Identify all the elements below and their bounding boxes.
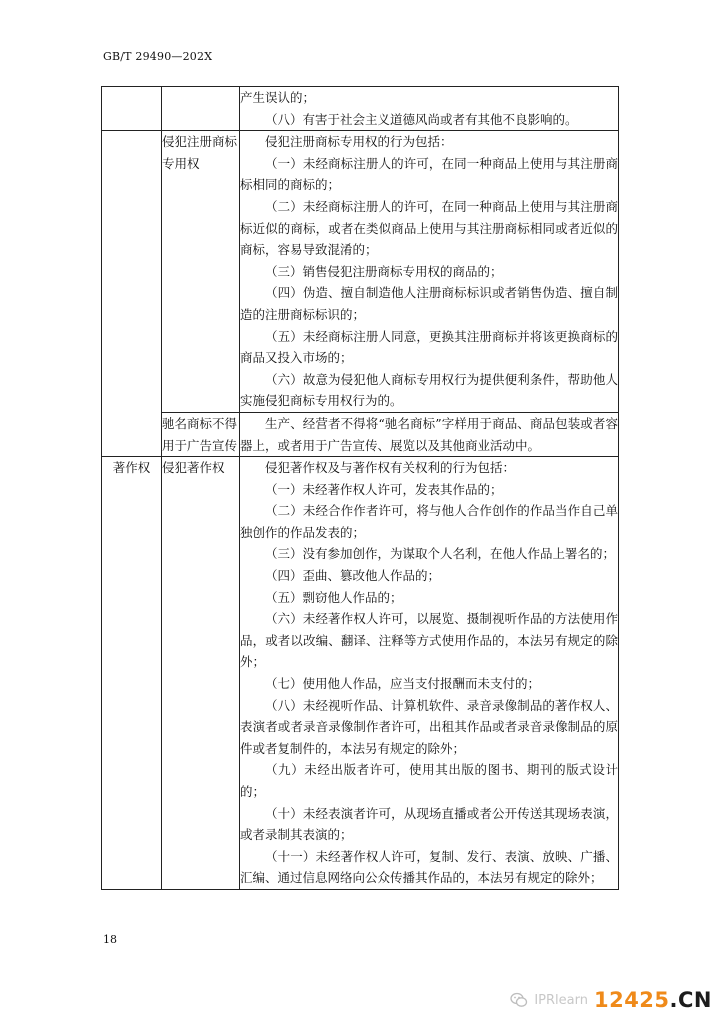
description-cell bbox=[240, 412, 619, 456]
watermark bbox=[510, 988, 712, 1012]
description-line: （九）未经出版者许可，使用其出版的图书、期刊的版式设计的； bbox=[240, 762, 618, 799]
description-line: （五）未经商标注册人同意，更换其注册商标并将该更换商标的商品又投入市场的； bbox=[240, 328, 618, 366]
subcategory-cell: 侵犯注册商标专用权 bbox=[162, 131, 240, 413]
description-line: 侵犯著作权及与著作权有关权利的行为包括： bbox=[265, 460, 516, 476]
description-line: （一）未经商标注册人的许可，在同一种商品上使用与其注册商标相同的商标的； bbox=[240, 155, 618, 193]
table-row bbox=[102, 131, 619, 413]
description-line: （二）未经合作作者许可，将与他人合作创作的作品当作自己单独创作的作品发表的； bbox=[240, 503, 618, 540]
description-line: （四）歪曲、篡改他人作品的； bbox=[265, 568, 441, 584]
description-line: （一）未经著作权人许可，发表其作品的； bbox=[265, 481, 503, 497]
description-line: （七）使用他人作品，应当支付报酬而未支付的； bbox=[265, 676, 541, 692]
description-line: （六）故意为侵犯他人商标专用权行为提供便利条件，帮助他人实施侵犯商标专用权行为的。 bbox=[240, 371, 618, 409]
description-line: （八）未经视听作品、计算机软件、录音录像制品的著作权人、表演者或者录音录像制作者许可，出租其作品或者录音录像制品的原件或者复制件的，本法另有规定的除外； bbox=[240, 697, 618, 756]
category-cell bbox=[102, 131, 162, 457]
description-line: 产生误认的； bbox=[240, 90, 316, 105]
subcategory-cell: 侵犯著作权 bbox=[162, 457, 240, 890]
description-line: 侵犯注册商标专用权的行为包括： bbox=[265, 134, 453, 150]
subcategory-cell bbox=[162, 87, 240, 131]
description-line: （八）有害于社会主义道德风尚或者有其他不良影响的。 bbox=[265, 111, 578, 127]
description-line: （二）未经商标注册人的许可，在同一种商品上使用与其注册商标近似的商标，或者在类似商品上使用与其注册商标相同或者近似的商标，容易导致混淆的； bbox=[240, 198, 618, 258]
description-line: 生产、经营者不得将“驰名商标”字样用于商品、商品包装或者容器上，或者用于广告宣传、展览以及其他商业活动中。 bbox=[240, 415, 618, 453]
table-row bbox=[102, 457, 619, 890]
table-row bbox=[102, 87, 619, 131]
description-line: （十）未经表演者许可，从现场直播或者公开传送其现场表演，或者录制其表演的； bbox=[240, 805, 618, 843]
document-header: GB/T 29490—202X bbox=[103, 50, 213, 63]
description-line: （六）未经著作权人许可，以展览、摄制视听作品的方法使用作品，或者以改编、翻译、注释等方式使用作品的，本法另有规定的除外； bbox=[240, 611, 618, 670]
page-number: 18 bbox=[103, 933, 117, 946]
watermark-brand-number: 12425 bbox=[593, 988, 670, 1012]
subcategory-cell: 驰名商标不得用于广告宣传 bbox=[162, 412, 240, 456]
description-line: （三）销售侵犯注册商标专用权的商品的； bbox=[265, 263, 503, 279]
watermark-faded-text: IPRlearn bbox=[534, 992, 588, 1008]
wechat-icon bbox=[510, 992, 528, 1008]
description-line: （四）伪造、擅自制造他人注册商标标识或者销售伪造、擅自制造的注册商标标识的； bbox=[240, 285, 618, 322]
watermark-brand bbox=[594, 988, 712, 1012]
table-row bbox=[102, 412, 619, 456]
description-cell bbox=[240, 87, 619, 131]
watermark-brand-domain: .CN bbox=[669, 988, 712, 1012]
rights-table bbox=[101, 86, 619, 890]
description-cell bbox=[240, 131, 619, 413]
category-cell bbox=[102, 87, 162, 131]
description-line: （十一）未经著作权人许可，复制、发行、表演、放映、广播、汇编、通过信息网络向公众传播其作品的，本法另有规定的除外； bbox=[240, 848, 618, 886]
description-cell bbox=[240, 457, 619, 890]
description-line: （三）没有参加创作，为谋取个人名利，在他人作品上署名的； bbox=[265, 546, 616, 562]
description-line: （五）剽窃他人作品的； bbox=[265, 589, 403, 605]
category-cell: 著作权 bbox=[102, 457, 162, 890]
